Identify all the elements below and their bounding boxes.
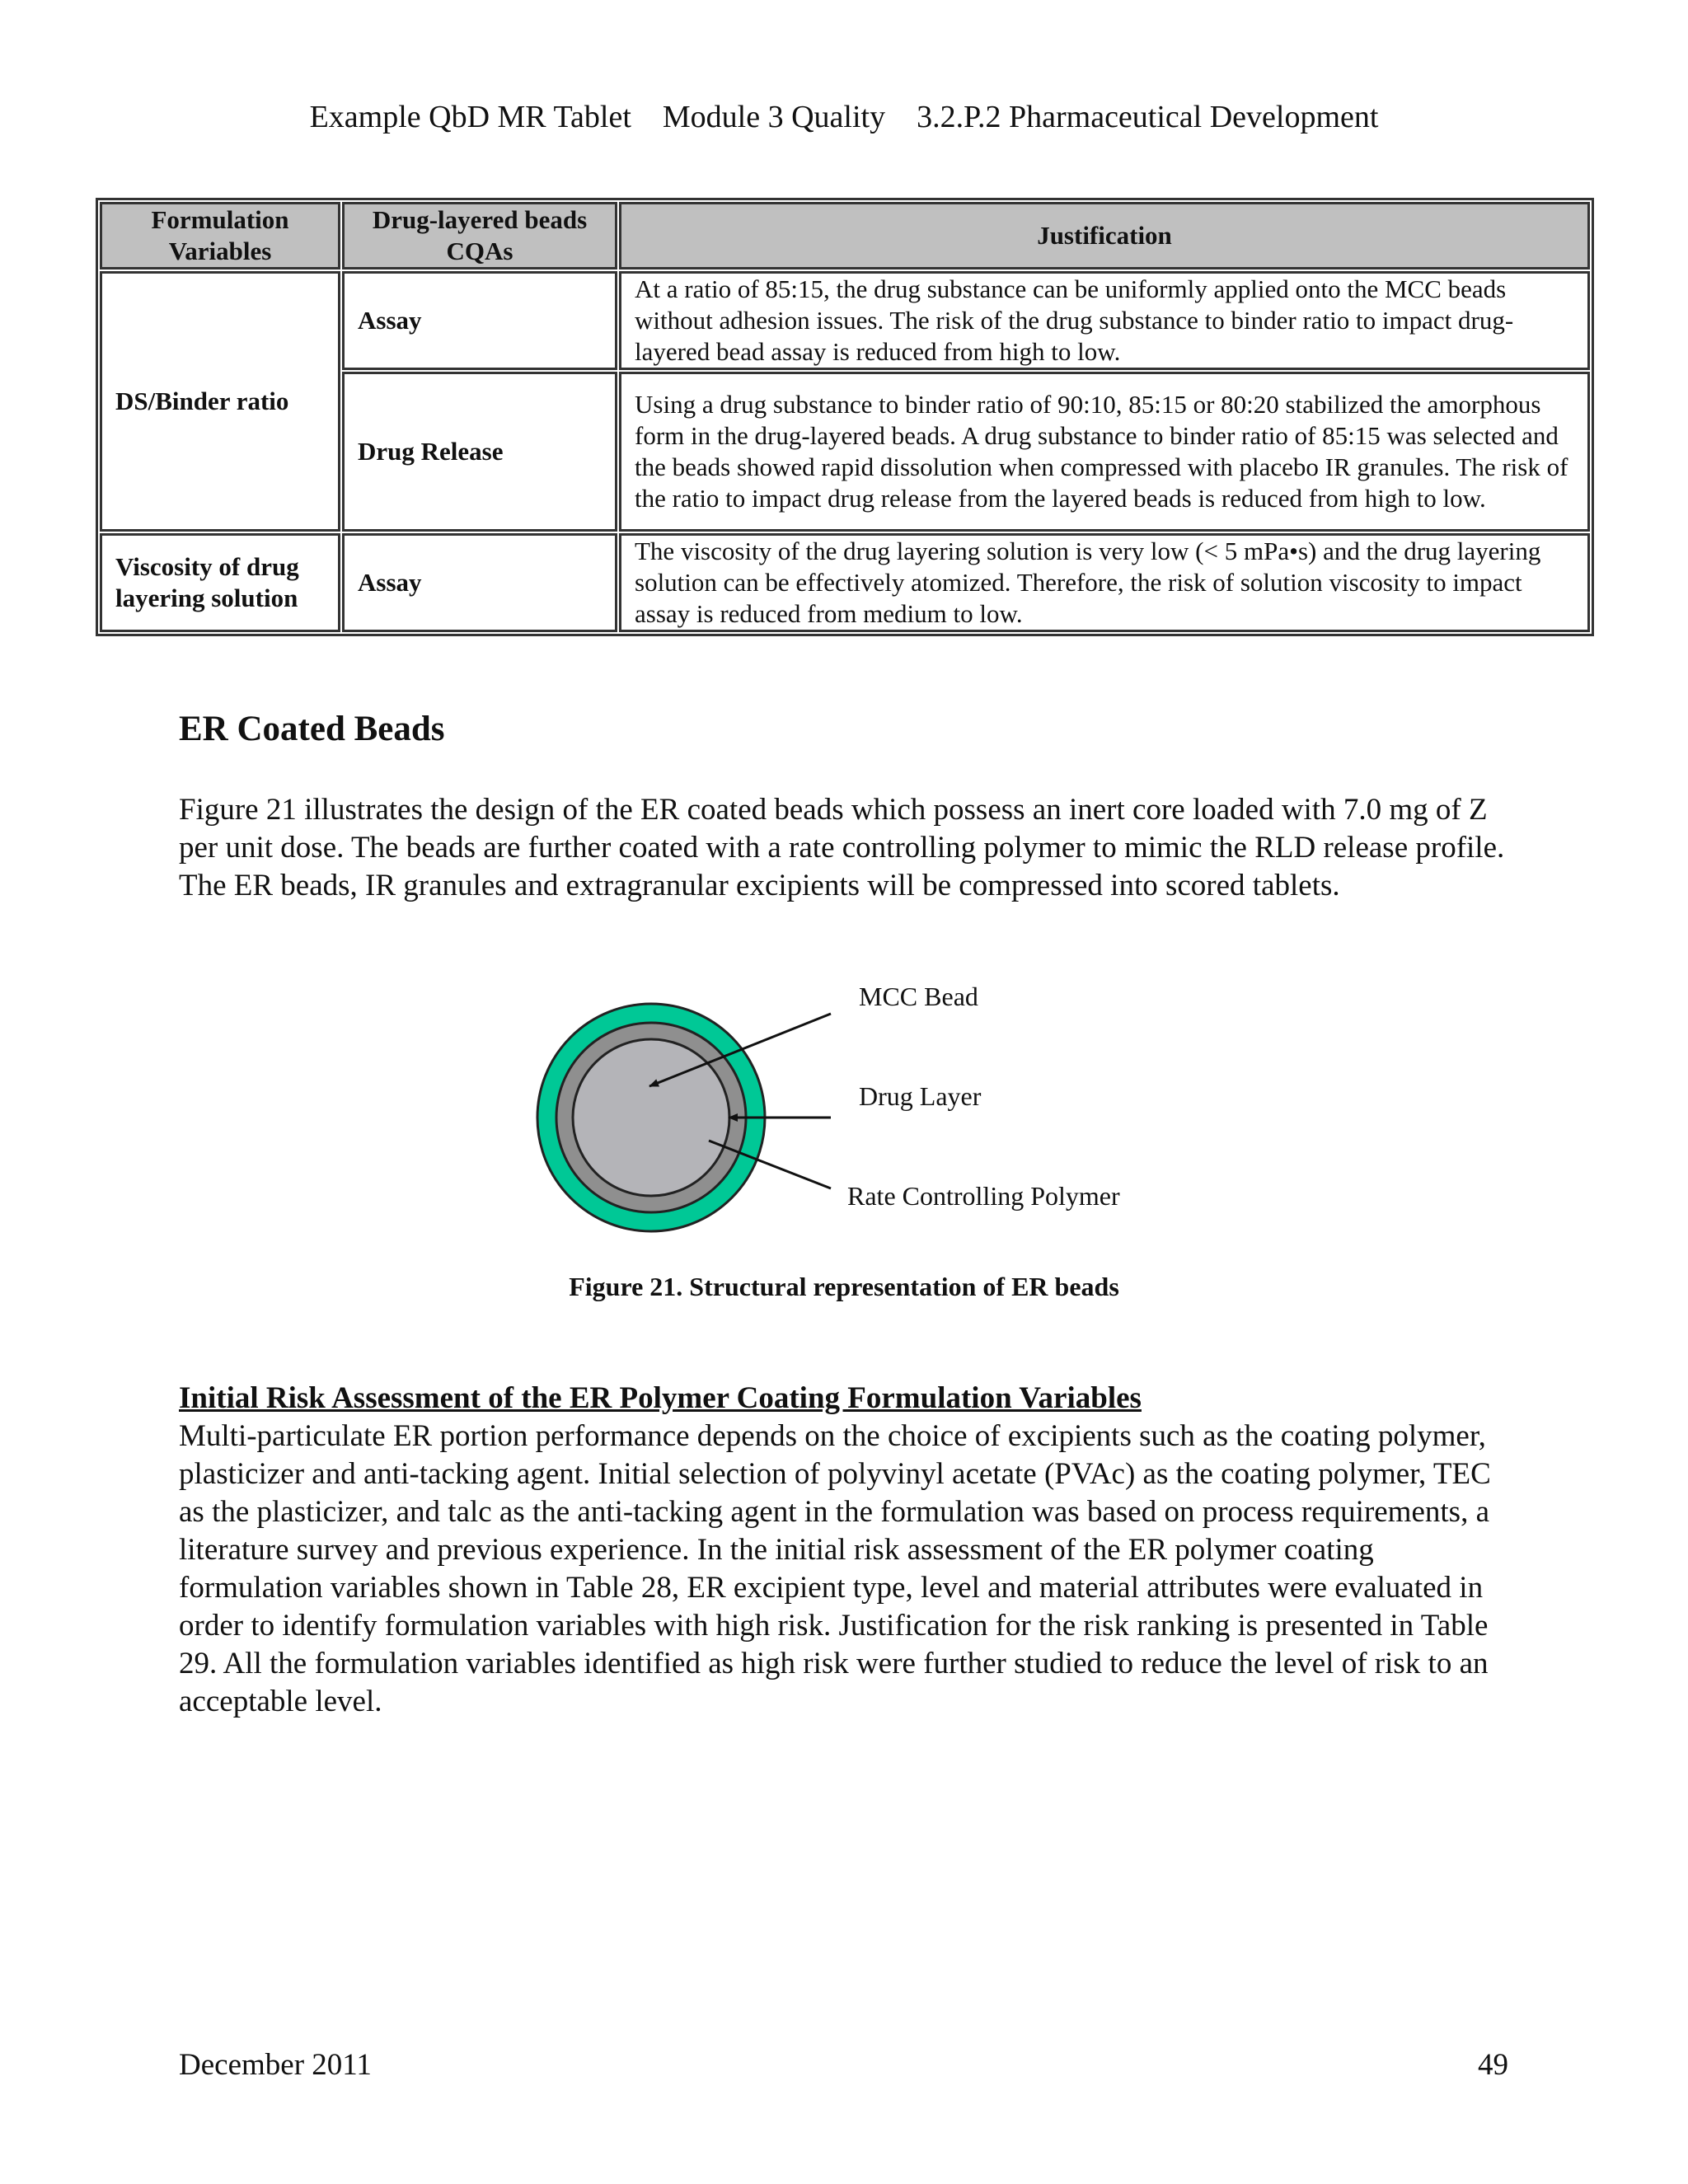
column-header-formulation-variables: Formulation Variables <box>100 202 340 269</box>
footer-date: December 2011 <box>179 2048 372 2082</box>
drug-layer-label: Drug Layer <box>859 1081 982 1111</box>
table-row <box>100 271 1590 370</box>
er-bead-diagram <box>528 972 1187 1236</box>
section-paragraph: Figure 21 illustrates the design of the ER coated beads which possess an inert core loaded with 7.0 mg of Z per unit dose. The beads are further coated with a rate controlling polymer to mimic the RLD release profile. The ER beads, IR granules and extragranular excipients will be compressed into scored tablets. <box>179 793 1505 902</box>
mcc-bead-label: MCC Bead <box>859 982 978 1011</box>
table-header-row <box>100 202 1590 269</box>
section-heading: ER Coated Beads <box>179 710 445 748</box>
column-header-cqas: Drug-layered beads CQAs <box>342 202 617 269</box>
page-number: 49 <box>1478 2048 1508 2082</box>
cqa-cell: Assay <box>342 533 617 632</box>
justification-cell: Using a drug substance to binder ratio of 90:10, 85:15 or 80:20 stabilized the amorphous form in the drug-layered beads. A drug substance to binder ratio of 85:15 was selected and the beads showed rapid dissolution when compressed with placebo IR granules. The risk of the ratio to impact drug release from the layered beads is reduced from high to low. <box>619 372 1590 532</box>
justification-cell: At a ratio of 85:15, the drug substance can be uniformly applied onto the MCC beads without adhesion issues. The risk of the drug substance to binder ratio to impact drug-layered bead assay is reduced from high to low. <box>619 271 1590 370</box>
subsection-paragraph: Multi-particulate ER portion performance depends on the choice of excipients such as the coating polymer, plasticizer and anti-tacking agent. Initial selection of polyvinyl acetate (PVAc) as the coating polymer, TEC as the plasticizer, and talc as the anti-tacking agent in the formulation was based on process requirements, a literature survey and previous experience. In the initial risk assessment of the ER polymer coating formulation variables shown in Table 28, ER excipient type, level and material attributes were evaluated in order to identify formulation variables with high risk. Justification for the risk ranking is presented in Table 29. All the formulation variables identified as high risk were further studied to reduce the level of risk to an acceptable level. <box>179 1419 1491 1718</box>
rate-controlling-polymer-label: Rate Controlling Polymer <box>847 1181 1120 1211</box>
figure-caption: Figure 21. Structural representation of ER beads <box>569 1272 1119 1301</box>
formulation-variable-cell: DS/Binder ratio <box>100 271 340 532</box>
justification-cell: The viscosity of the drug layering solution is very low (< 5 mPa•s) and the drug layering solution can be effectively atomized. Therefore, the risk of solution viscosity to impact assay is reduced from medium to low. <box>619 533 1590 632</box>
cqa-cell: Assay <box>342 271 617 370</box>
cqa-cell: Drug Release <box>342 372 617 532</box>
formulation-variable-cell: Viscosity of drug layering solution <box>100 533 340 632</box>
table-row <box>100 533 1590 632</box>
page-header: Example QbD MR Tablet Module 3 Quality 3.2.P.2 Pharmaceutical Development <box>309 100 1379 134</box>
risk-assessment-table <box>96 198 1594 636</box>
subsection-heading: Initial Risk Assessment of the ER Polymer Coating Formulation Variables <box>179 1381 1142 1415</box>
column-header-justification: Justification <box>619 202 1590 269</box>
